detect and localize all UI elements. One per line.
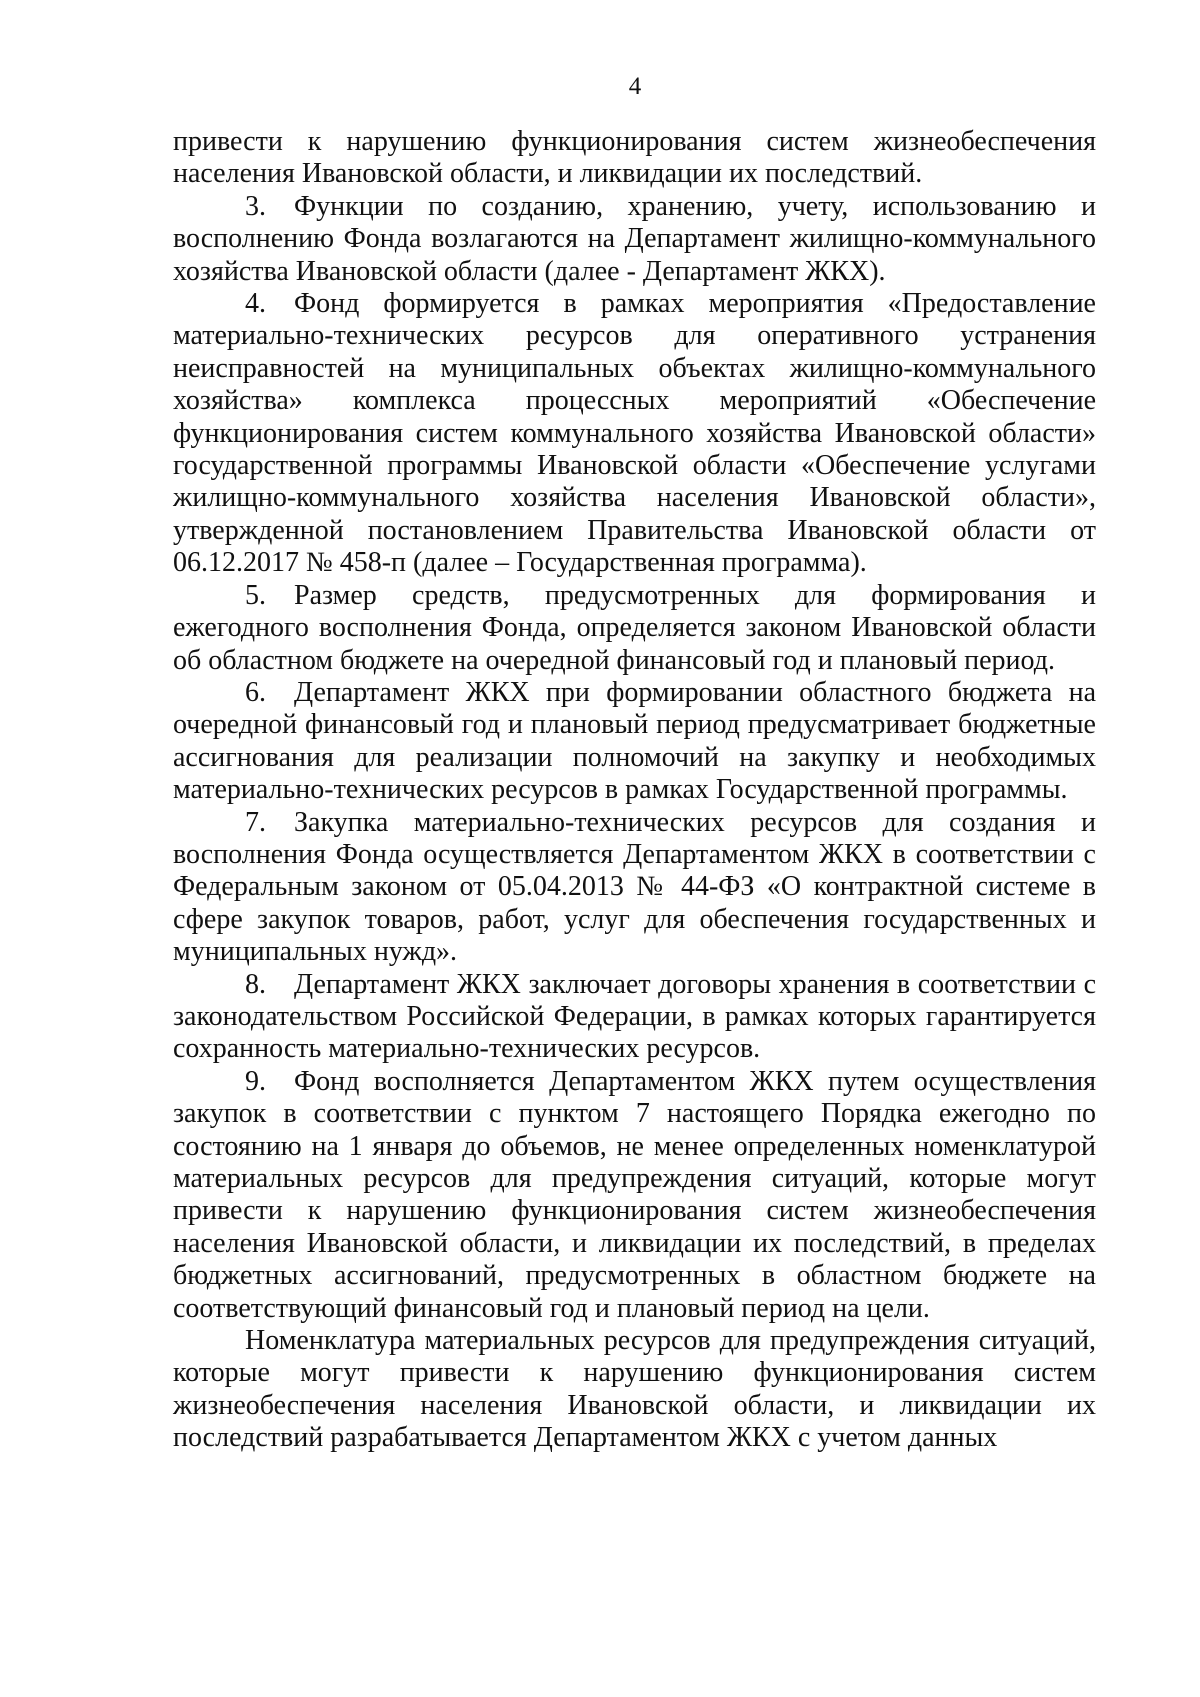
paragraph-item-5: 5. Размер средств, предусмотренных для формирования и ежегодного восполнения Фонда, определяется законом Ивановской области об областном бюджете на очередной финансовый год и плановый период. bbox=[173, 579, 1096, 676]
paragraph-item-8: 8. Департамент ЖКХ заключает договоры хранения в соответствии с законодательством Российской Федерации, в рамках которых гарантируется сохранность материально-технических ресурсов. bbox=[173, 968, 1096, 1065]
paragraph-item-7: 7. Закупка материально-технических ресурсов для создания и восполнения Фонда осуществляется Департаментом ЖКХ в соответствии с Федеральным законом от 05.04.2013 № 44-ФЗ «О контрактной системе в сфере закупок товаров, работ, услуг для обеспечения государственных и муниципальных нужд». bbox=[173, 806, 1096, 968]
paragraph-item-4: 4. Фонд формируется в рамках мероприятия «Предоставление материально-технических ресурсов для оперативного устранения неисправностей на муниципальных объектах жилищно-коммунального хозяйства» комплекса процессных мероприятий «Обеспечение функционирования систем коммунального хозяйства Ивановской области» государственной программы Ивановской области «Обеспечение услугами жилищно-коммунального хозяйства населения Ивановской области», утвержденной постановлением Правительства Ивановской области от 06.12.2017 № 458-п (далее – Государственная программа). bbox=[173, 288, 1096, 579]
page-number: 4 bbox=[628, 73, 642, 100]
paragraph-item-9: 9. Фонд восполняется Департаментом ЖКХ путем осуществления закупок в соответствии с пунктом 7 настоящего Порядка ежегодно по состоянию на 1 января до объемов, не менее определенных номенклатурой материальных ресурсов для предупреждения ситуаций, которые могут привести к нарушению функционирования систем жизнеобеспечения населения Ивановской области, и ликвидации их последствий, в пределах бюджетных ассигнований, предусмотренных в областном бюджете на соответствующий финансовый год и плановый период на цели. bbox=[173, 1065, 1096, 1324]
paragraph-item-6: 6. Департамент ЖКХ при формировании областного бюджета на очередной финансовый год и плановый период предусматривает бюджетные ассигнования для реализации полномочий на закупку и необходимых материально-технических ресурсов в рамках Государственной программы. bbox=[173, 676, 1096, 806]
paragraph-nomenclature: Номенклатура материальных ресурсов для предупреждения ситуаций, которые могут привести к нарушению функционирования систем жизнеобеспечения населения Ивановской области, и ликвидации их последствий разрабатывается Департаментом ЖКХ с учетом данных bbox=[173, 1325, 1096, 1454]
paragraph-item-3: 3. Функции по созданию, хранению, учету, использованию и восполнению Фонда возлагаются на Департамент жилищно-коммунального хозяйства Ивановской области (далее - Департамент ЖКХ). bbox=[173, 190, 1096, 287]
paragraph-continuation: привести к нарушению функционирования систем жизнеобеспечения населения Ивановской области, и ликвидации их последствий. bbox=[173, 126, 1096, 190]
document-body bbox=[173, 126, 1096, 1455]
